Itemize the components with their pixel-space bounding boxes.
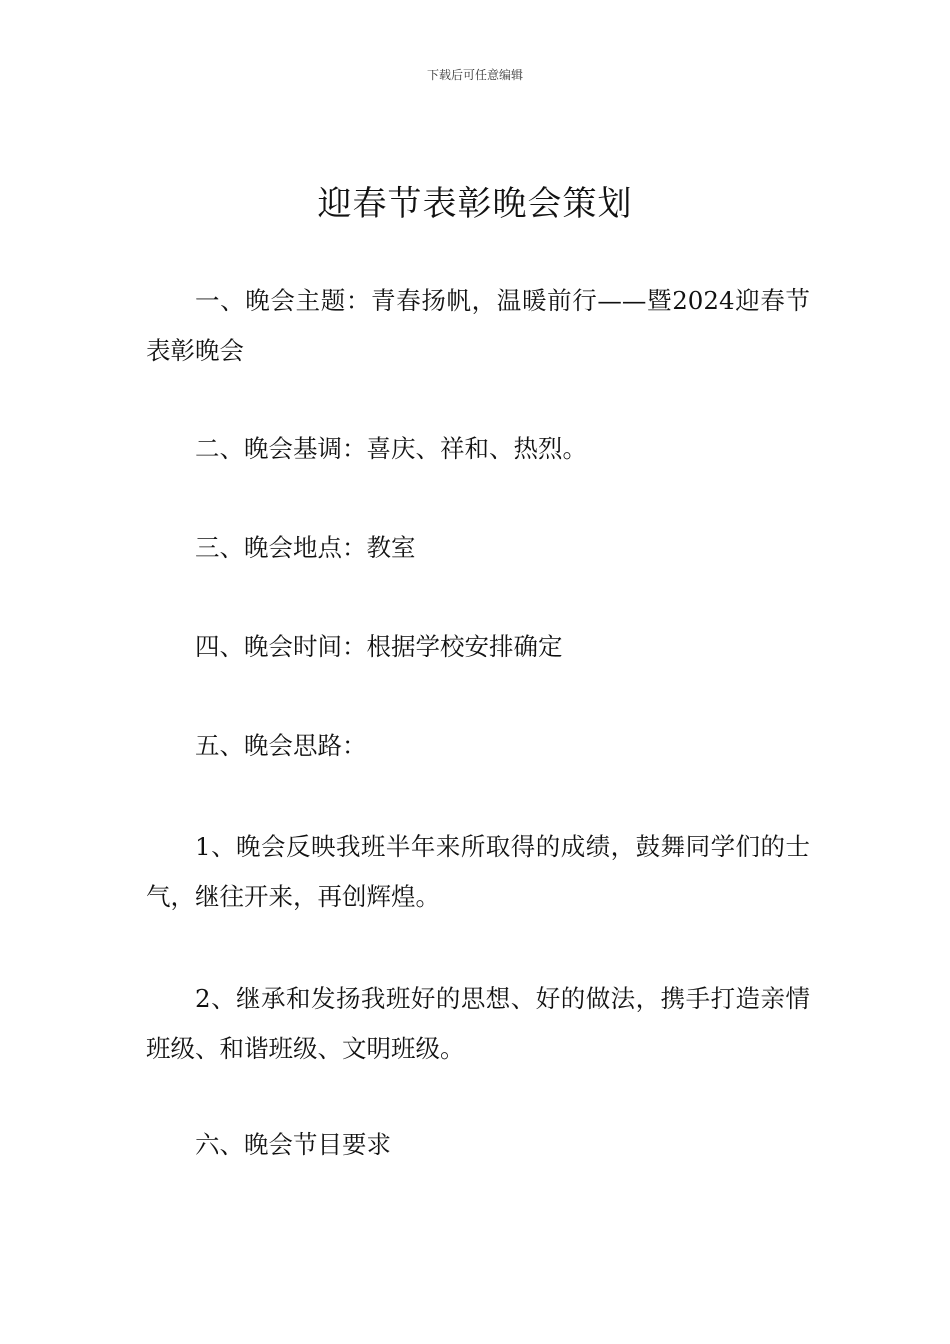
paragraph-approach-heading: 五、晚会思路： (195, 731, 367, 760)
paragraph-approach-2: 2、继承和发扬我班好的思想、好的做法，携手打造亲情班级、和谐班级、文明班级。 (146, 984, 810, 1063)
paragraph-time: 四、晚会时间：根据学校安排确定 (195, 632, 563, 661)
paragraph-tone: 二、晚会基调：喜庆、祥和、热烈。 (195, 434, 587, 463)
paragraph-location: 三、晚会地点：教室 (195, 533, 416, 562)
paragraph-theme: 一、晚会主题：青春扬帆，温暖前行——暨2024迎春节表彰晚会 (146, 286, 810, 365)
paragraph-program-requirements: 六、晚会节目要求 (195, 1130, 391, 1159)
header-note: 下载后可任意编辑 (426, 68, 523, 82)
paragraph-approach-1: 1、晚会反映我班半年来所取得的成绩，鼓舞同学们的士气，继往开来，再创辉煌。 (146, 832, 810, 911)
document-title: 迎春节表彰晚会策划 (317, 184, 633, 224)
